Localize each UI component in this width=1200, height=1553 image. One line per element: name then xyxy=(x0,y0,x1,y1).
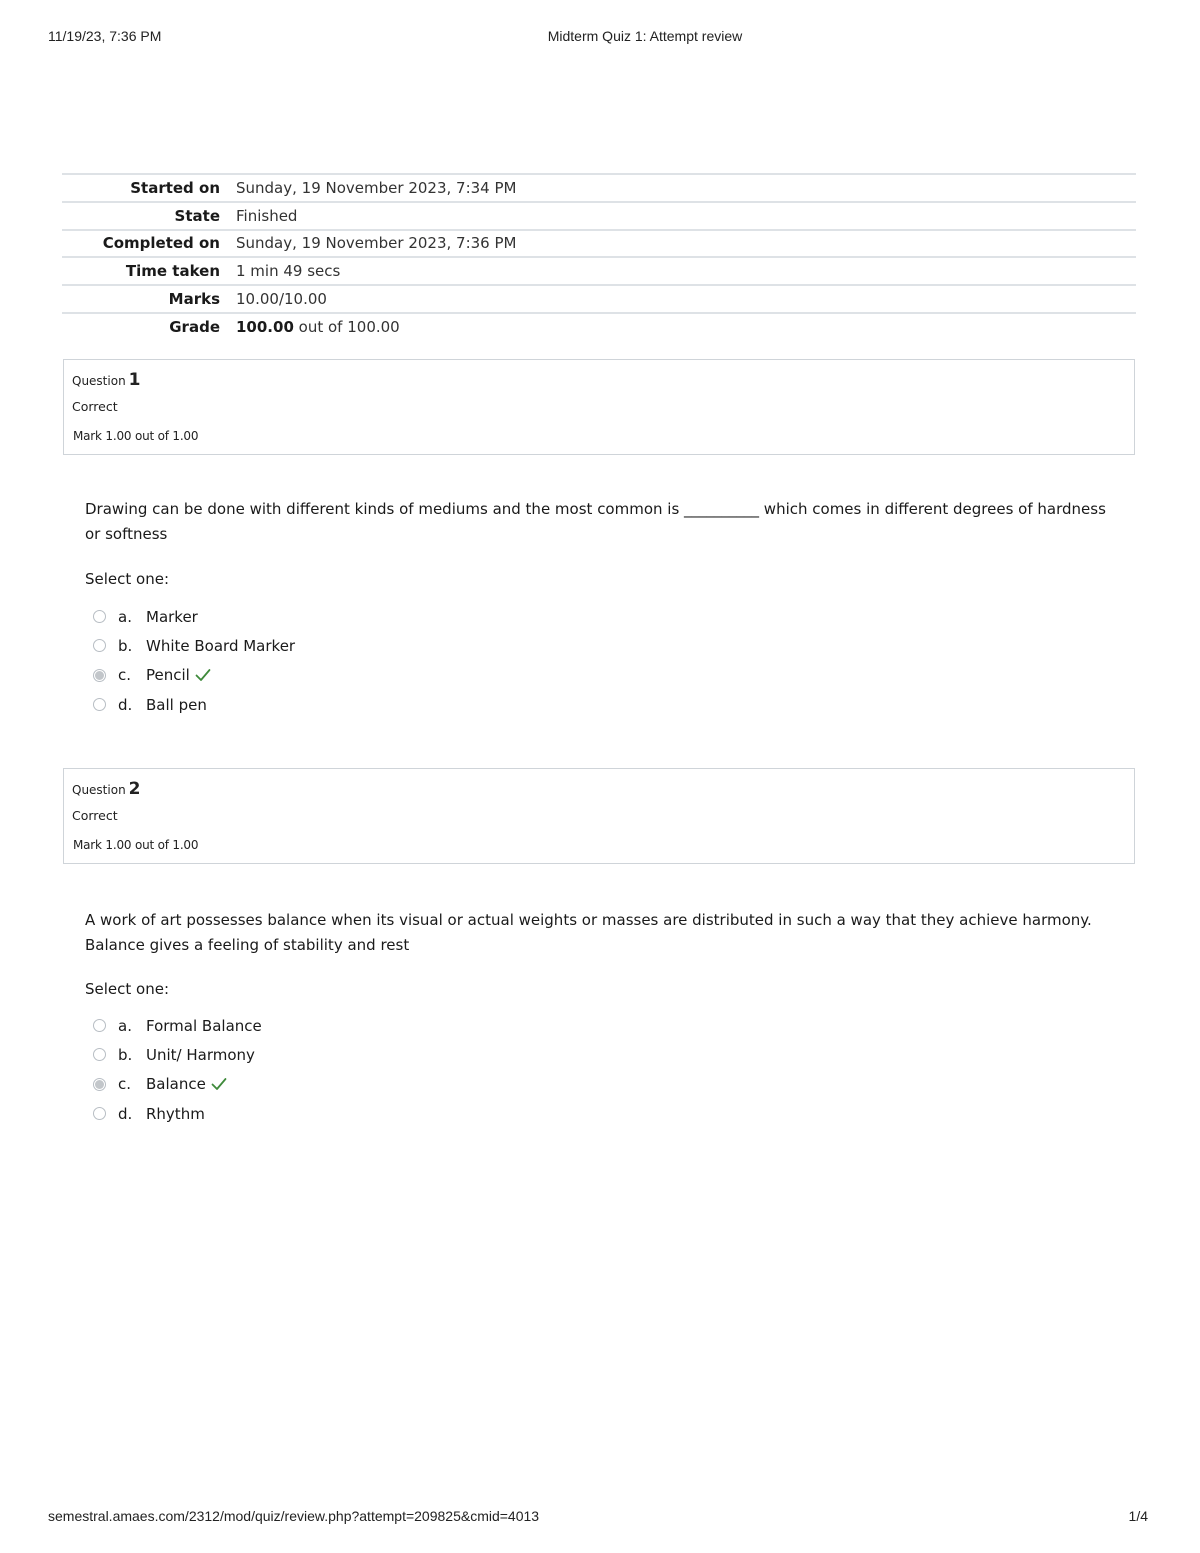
question-number: 2 xyxy=(128,779,141,799)
answer-text: White Board Marker xyxy=(146,636,296,655)
answer-option[interactable] xyxy=(93,1099,262,1128)
grade-label: Grade xyxy=(169,318,220,337)
summary-row-time xyxy=(62,257,1136,285)
question-label: Question xyxy=(72,374,126,388)
radio-checked-icon[interactable] xyxy=(93,669,106,682)
page-url: semestral.amaes.com/2312/mod/quiz/review.php?attempt=209825&cmid=4013 xyxy=(48,1508,540,1524)
answer-letter: b. xyxy=(118,1045,133,1064)
question-2-answers xyxy=(93,1011,262,1128)
state-value: Finished xyxy=(236,206,298,225)
question-1-mark: Mark 1.00 out of 1.00 xyxy=(73,429,199,443)
answer-text: Formal Balance xyxy=(146,1016,262,1035)
answer-letter: a. xyxy=(118,607,132,626)
check-icon xyxy=(211,1077,227,1091)
answer-text: Unit/ Harmony xyxy=(146,1045,255,1064)
answer-option[interactable] xyxy=(93,1040,262,1069)
radio-icon[interactable] xyxy=(93,1048,106,1061)
answer-text: Marker xyxy=(146,607,198,626)
answer-letter: d. xyxy=(118,1104,133,1123)
question-1-heading xyxy=(72,370,141,390)
page-number: 1/4 xyxy=(1128,1508,1148,1524)
question-2-heading xyxy=(72,779,141,799)
print-header xyxy=(48,28,1152,48)
answer-letter: d. xyxy=(118,695,133,714)
marks-label: Marks xyxy=(168,290,220,309)
summary-row-completed xyxy=(62,230,1136,258)
answer-text: Rhythm xyxy=(146,1104,205,1123)
answer-letter: c. xyxy=(118,1075,132,1094)
answer-letter: c. xyxy=(118,666,132,685)
radio-checked-icon[interactable] xyxy=(93,1078,106,1091)
answer-option-selected[interactable] xyxy=(93,1070,262,1099)
summary-row-state xyxy=(62,202,1136,230)
answer-option[interactable] xyxy=(93,1011,262,1040)
question-2-mark: Mark 1.00 out of 1.00 xyxy=(73,838,199,852)
check-icon xyxy=(195,668,211,682)
question-1-state: Correct xyxy=(72,399,118,414)
radio-icon[interactable] xyxy=(93,639,106,652)
radio-icon[interactable] xyxy=(93,1107,106,1120)
answer-option[interactable] xyxy=(93,690,295,719)
completed-label: Completed on xyxy=(102,234,220,253)
answer-text: Balance xyxy=(146,1075,206,1094)
started-label: Started on xyxy=(130,178,220,197)
grade-out-of: out of 100.00 xyxy=(298,318,400,337)
document-title: Midterm Quiz 1: Attempt review xyxy=(547,28,743,44)
question-2-info xyxy=(63,768,1135,864)
question-1-text: Drawing can be done with different kinds of mediums and the most common is __________ which comes in different degrees of hardness or softness xyxy=(85,500,1106,543)
radio-icon[interactable] xyxy=(93,610,106,623)
answer-letter: a. xyxy=(118,1016,132,1035)
answer-option-selected[interactable] xyxy=(93,661,295,690)
attempt-summary-table xyxy=(62,173,1136,341)
question-2-text: A work of art possesses balance when its visual or actual weights or masses are distributed in such a way that they achieve harmony. Balance gives a feeling of stability and rest xyxy=(85,911,1092,954)
question-number: 1 xyxy=(128,370,141,390)
radio-icon[interactable] xyxy=(93,698,106,711)
answer-option[interactable] xyxy=(93,631,295,660)
time-taken-value: 1 min 49 secs xyxy=(236,262,341,281)
grade-value xyxy=(236,313,1136,341)
grade-score: 100.00 xyxy=(236,318,294,337)
started-value: Sunday, 19 November 2023, 7:34 PM xyxy=(236,178,517,197)
answer-text: Pencil xyxy=(146,666,190,685)
print-footer xyxy=(48,1508,1148,1528)
question-1-answers xyxy=(93,602,295,719)
question-1-prompt: Select one: xyxy=(85,570,170,588)
question-1-info xyxy=(63,359,1135,455)
marks-value: 10.00/10.00 xyxy=(236,290,327,309)
print-datetime: 11/19/23, 7:36 PM xyxy=(48,28,162,44)
summary-row-started xyxy=(62,174,1136,202)
state-label: State xyxy=(174,206,220,225)
answer-option[interactable] xyxy=(93,602,295,631)
question-2-state: Correct xyxy=(72,808,118,823)
summary-row-grade xyxy=(62,313,1136,341)
completed-value: Sunday, 19 November 2023, 7:36 PM xyxy=(236,234,517,253)
radio-icon[interactable] xyxy=(93,1019,106,1032)
time-taken-label: Time taken xyxy=(125,262,220,281)
answer-letter: b. xyxy=(118,636,133,655)
question-2-prompt: Select one: xyxy=(85,980,170,998)
question-label: Question xyxy=(72,783,126,797)
answer-text: Ball pen xyxy=(146,695,207,714)
summary-row-marks xyxy=(62,285,1136,313)
